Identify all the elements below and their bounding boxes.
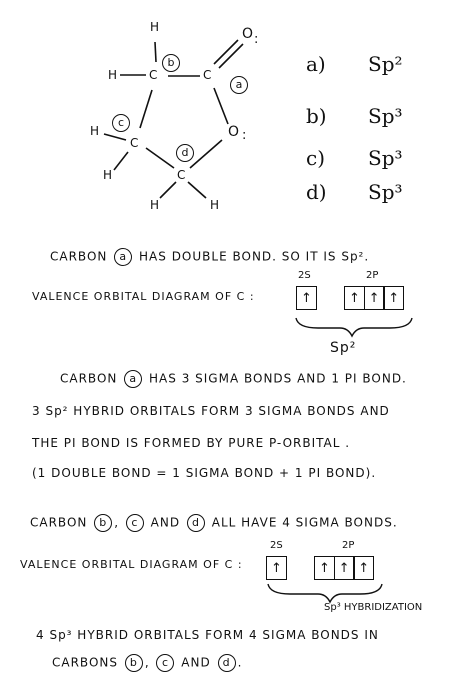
section3-circle-c: c xyxy=(126,514,144,532)
atom-h-d-left: H xyxy=(150,198,160,212)
option-a-value: Sp² xyxy=(368,52,403,76)
section1-box-2s xyxy=(296,286,316,310)
lone-pair-ring-o: : xyxy=(242,128,247,143)
option-c-letter: c) xyxy=(306,146,326,170)
option-d-letter: d) xyxy=(306,180,327,204)
atom-c-c: C xyxy=(130,136,139,150)
label-circle-a: a xyxy=(230,76,248,94)
section1-statement: HAS DOUBLE BOND. SO IT IS Sp². xyxy=(139,249,370,264)
section3-line4-circle-d: d xyxy=(218,654,236,672)
section1-line2: VALENCE ORBITAL DIAGRAM OF C : xyxy=(32,290,255,303)
section1-box-2s-electron: ↑ xyxy=(296,286,317,310)
option-b-letter: b) xyxy=(306,104,327,128)
section1-box-2p-2: ↑ xyxy=(364,286,385,310)
section3-line3: 4 Sp³ HYBRID ORBITALS FORM 4 SIGMA BONDS IN xyxy=(36,628,379,642)
section3-line2: VALENCE ORBITAL DIAGRAM OF C : xyxy=(20,558,243,571)
lone-pair-carbonyl: : xyxy=(254,32,259,47)
option-d-value: Sp³ xyxy=(368,180,403,204)
atom-c-d: C xyxy=(177,168,186,182)
section3-circle-d: d xyxy=(187,514,205,532)
section1-circle-a: a xyxy=(114,248,132,266)
section3-box-2p-3: ↑ xyxy=(353,556,374,580)
section3-and: AND xyxy=(150,515,181,530)
section2-circle-a: a xyxy=(124,370,142,388)
atom-o-ring: O xyxy=(228,124,240,140)
section1-label-2s: 2S xyxy=(298,270,311,281)
label-circle-d: d xyxy=(176,144,194,162)
section1-box-2p-1: ↑ xyxy=(344,286,365,310)
section3-line1: CARBON b , c AND d ALL HAVE 4 SIGMA BONDS. xyxy=(30,514,398,532)
section3-brace-label: Sp³ HYBRIDIZATION xyxy=(324,602,423,613)
section3-label-2p: 2P xyxy=(342,540,355,551)
atom-h-left: H xyxy=(108,68,118,82)
atom-c-b: C xyxy=(149,68,158,82)
section3-box-2p-1: ↑ xyxy=(314,556,335,580)
section2-line4: (1 DOUBLE BOND = 1 SIGMA BOND + 1 PI BOND). xyxy=(32,466,377,480)
section2-carbon-word: CARBON xyxy=(60,371,118,386)
section1-line1 xyxy=(50,248,369,266)
section2-line2: 3 Sp² HYBRID ORBITALS FORM 3 SIGMA BONDS AND xyxy=(32,404,390,418)
section3-line4-and: AND xyxy=(181,655,211,670)
atom-h-c-left: H xyxy=(90,124,100,138)
section3-line4-circle-c: c xyxy=(156,654,174,672)
section1-box-2p-3: ↑ xyxy=(383,286,404,310)
option-a-letter: a) xyxy=(306,52,326,76)
section3-box-2s-electron: ↑ xyxy=(266,556,287,580)
section3-box-2p xyxy=(314,556,373,580)
atom-h-d-right: H xyxy=(210,198,220,212)
section3-circle-b: b xyxy=(94,514,112,532)
atom-h-c-lower: H xyxy=(103,168,113,182)
section2-line3: THE PI BOND IS FORMED BY PURE P-ORBITAL . xyxy=(32,436,351,450)
section3-box-2s xyxy=(266,556,286,580)
section1-brace-label: Sp² xyxy=(330,340,357,356)
label-circle-c: c xyxy=(112,114,130,132)
section3-carbon-word: CARBON xyxy=(30,515,88,530)
label-circle-b: b xyxy=(162,54,180,72)
section1-box-2p xyxy=(344,286,403,310)
section3-statement: ALL HAVE 4 SIGMA BONDS. xyxy=(211,515,398,530)
atom-o-carbonyl: O xyxy=(242,26,254,42)
section1-label-2p: 2P xyxy=(366,270,379,281)
section2-statement: HAS 3 SIGMA BONDS AND 1 PI BOND. xyxy=(149,371,407,386)
atom-c-a: C xyxy=(203,68,212,82)
section3-line4: CARBONS b , c AND d . xyxy=(52,654,242,672)
section3-line4-circle-b: b xyxy=(125,654,143,672)
section3-box-2p-2: ↑ xyxy=(334,556,355,580)
option-b-value: Sp³ xyxy=(368,104,403,128)
atom-h-top: H xyxy=(150,20,160,34)
section1-carbon-word: CARBON xyxy=(50,249,108,264)
section2-line1 xyxy=(60,370,407,388)
section3-carbons-word: CARBONS xyxy=(52,655,118,670)
option-c-value: Sp³ xyxy=(368,146,403,170)
section3-label-2s: 2S xyxy=(270,540,283,551)
